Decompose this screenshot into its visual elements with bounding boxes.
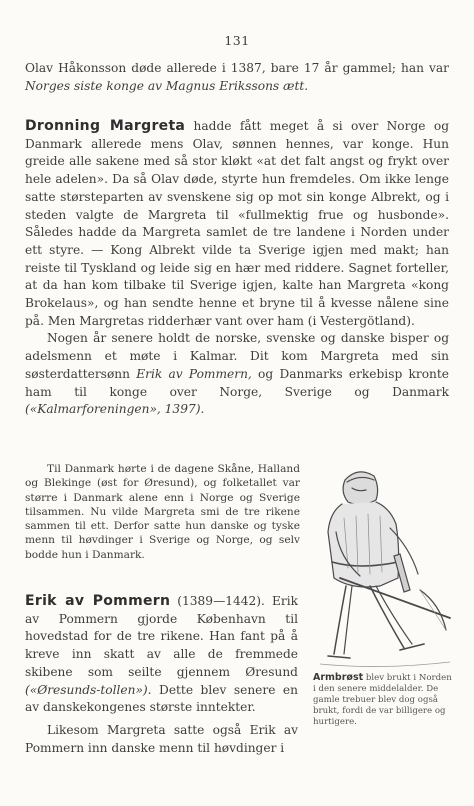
small-note-text: Til Danmark hørte i de dagene Skåne, Halland og Blekinge (øst for Øresund), og folketallet var større i Danmark alene enn i Norge og Sverige tilsammen. Nu vilde Margreta smi de tre rikene sammen til ett. Derfor satte hun danske og tyske menn til høvdinger i Sverige og Norge, og selv bodde hun i Danmark. — [25, 463, 300, 561]
erik-text-2: Dette blev senere en av danskekongenes største inntekter. — [25, 682, 298, 715]
kalmar-text-b: og Danmarks erkebisp kronte ham til konge over Norge, Sverige og Danmark — [25, 366, 450, 399]
bottom-text: Likesom Margreta satte også Erik av Pommern inn danske menn til høvdinger i — [25, 723, 298, 755]
margreta-text: hadde fått meget å si over Norge og Danmark allerede mens Olav, sønnen hennes, var konge. Hun greide alle sakene med så stor kløkt «at det falt angst og frykt over hele adelen». Da så Olav døde, styrte hun fremdeles. Om ikke lenge satte størsteparten av svenskene sig op mot sin konge Albrekt, og i steden valgte de Margreta til «fullmektig frue og husbonde». Således hadde da Margreta samlet de tre landene i Norden under ett styre. — Kong Albrekt vilde ta Sverige igjen med makt; han reiste til Tyskland og leide sig en hær med riddere. Sagnet forteller, at da han kom tilbake til Sverige igjen, kalte han Margreta «kong Brokelaus», og han sendte henne et bryne til å kvesse nålene sine på. Men Margretas ridderhær vant over ham (i Vestergötland). — [25, 119, 449, 328]
kalmar-italic-union: («Kalmarforeningen», 1397). — [25, 402, 205, 417]
kalmar-text-a: Nogen år senere holdt de norske, svenske og danske bisper og adelsmenn et møte i Kalmar. Dit kom Margreta med sin søsterdattersønn — [25, 331, 449, 381]
section-heading-erik: Erik av Pommern — [25, 593, 171, 609]
intro-text: Olav Håkonsson døde allerede i 1387, bare 17 år gammel; han var — [25, 61, 449, 75]
erik-italic: («Øresunds-tollen»). — [25, 682, 152, 697]
erik-text: Erik av Pommern gjorde København til hovedstad for de tre rikene. Han fant på å kreve inn skatt av alle de fremmede skibene som seilte gjennem Øresund — [25, 594, 298, 679]
small-print-note — [25, 462, 300, 562]
intro-paragraph — [25, 60, 449, 95]
kalmar-italic-erik: Erik av Pommern, — [136, 366, 252, 381]
margreta-section — [25, 118, 449, 419]
erik-section — [25, 593, 298, 717]
figure-caption — [313, 672, 455, 728]
section-heading-margreta: Dronning Margreta — [25, 118, 186, 134]
bottom-paragraph — [25, 722, 298, 757]
caption-text: blev brukt i Norden i den senere middelalder. De gamle trebuer blev dog også brukt, fordi de var billigere og hurtigere. — [313, 673, 452, 727]
erik-dates: (1389—1442). — [170, 594, 265, 608]
page-number: 131 — [224, 33, 250, 48]
caption-title: Armbrøst — [313, 672, 364, 683]
crossbowman-illustration — [300, 458, 460, 676]
intro-italic: Norges siste konge av Magnus Erikssons ætt. — [25, 78, 309, 93]
